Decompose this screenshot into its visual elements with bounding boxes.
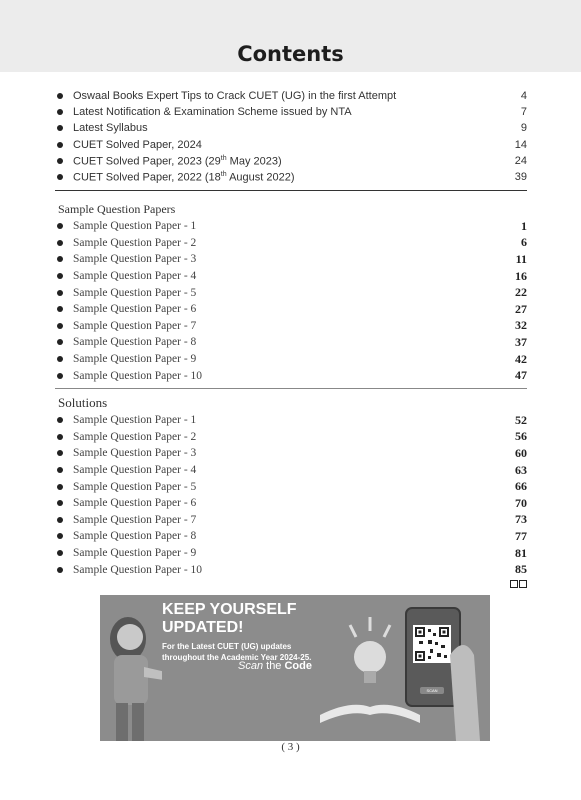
list-item[interactable] <box>55 334 527 351</box>
item-page: 60 <box>515 445 527 460</box>
list-item[interactable] <box>55 367 527 384</box>
banner-headline-line2: UPDATED! <box>162 619 244 636</box>
list-item[interactable] <box>55 528 527 545</box>
list-item[interactable] <box>55 561 527 578</box>
item-label <box>73 155 515 168</box>
list-item[interactable] <box>55 478 527 495</box>
item-label <box>73 171 515 184</box>
list-item[interactable] <box>55 429 527 446</box>
item-page: 32 <box>515 318 527 333</box>
item-label: Sample Question Paper - 5 <box>73 480 197 493</box>
item-page: 24 <box>514 154 527 167</box>
label-end: August 2022) <box>226 171 295 184</box>
label-end: May 2023) <box>226 155 282 168</box>
end-marks-icon <box>510 580 527 588</box>
bullet-icon <box>57 434 63 440</box>
intro-list <box>55 88 527 185</box>
divider <box>55 190 527 191</box>
bullet-icon <box>57 290 63 296</box>
banner-headline-line1: KEEP YOURSELF <box>162 601 297 618</box>
item-page: 9 <box>520 122 527 135</box>
item-label: Sample Question Paper - 7 <box>73 319 197 332</box>
item-label: Sample Question Paper - 2 <box>73 430 197 443</box>
divider <box>55 388 527 389</box>
item-label: Sample Question Paper - 1 <box>73 220 197 233</box>
bullet-icon <box>57 517 63 523</box>
section-title-solutions: Solutions <box>58 395 108 410</box>
list-item[interactable] <box>55 301 527 318</box>
item-label: Sample Question Paper - 5 <box>73 286 197 299</box>
scan-code-word: Code <box>284 660 312 672</box>
label-main: CUET Solved Paper, 2023 (29 <box>73 155 221 168</box>
bullet-icon <box>57 240 63 246</box>
banner-subtext: For the Latest CUET (UG) updates throughout the Academic Year 2024-25. <box>162 642 312 662</box>
list-item[interactable] <box>55 169 527 185</box>
item-page: 39 <box>514 171 527 184</box>
list-item[interactable] <box>55 120 527 136</box>
bullet-icon <box>57 158 63 164</box>
bullet-icon <box>57 373 63 379</box>
bullet-icon <box>57 142 63 148</box>
item-page: 11 <box>515 251 527 266</box>
item-page: 22 <box>515 285 527 300</box>
item-label: Sample Question Paper - 9 <box>73 547 197 560</box>
item-page: 37 <box>515 334 527 349</box>
list-item[interactable] <box>55 153 527 169</box>
scan-button[interactable]: SCAN <box>420 687 444 694</box>
bullet-icon <box>57 125 63 131</box>
bullet-icon <box>57 450 63 456</box>
label-main: CUET Solved Paper, 2022 (18 <box>73 171 221 184</box>
item-page: 6 <box>521 235 527 250</box>
item-label: Sample Question Paper - 8 <box>73 530 197 543</box>
bullet-icon <box>57 550 63 556</box>
qr-code-icon[interactable] <box>413 625 451 663</box>
item-page: 52 <box>515 412 527 427</box>
list-item[interactable] <box>55 88 527 104</box>
item-label: Latest Notification & Examination Scheme issued by NTA <box>73 106 352 119</box>
list-item[interactable] <box>55 218 527 235</box>
item-page: 16 <box>515 268 527 283</box>
list-item[interactable] <box>55 268 527 285</box>
bullet-icon <box>57 323 63 329</box>
item-label: Sample Question Paper - 10 <box>73 563 203 576</box>
scan-the-code-text <box>238 660 312 672</box>
bullet-icon <box>57 484 63 490</box>
hand-illustration-icon <box>450 595 490 741</box>
scan-mid: the <box>263 660 285 672</box>
list-item[interactable] <box>55 351 527 368</box>
item-label: Sample Question Paper - 4 <box>73 464 197 477</box>
section-title-sample-papers: Sample Question Papers <box>58 202 176 216</box>
item-label: Latest Syllabus <box>73 122 148 135</box>
item-page: 77 <box>515 528 527 543</box>
item-page: 63 <box>515 462 527 477</box>
list-item[interactable] <box>55 545 527 562</box>
girl-illustration-icon <box>100 595 162 741</box>
page-number: ( 3 ) <box>281 741 300 753</box>
item-label: Sample Question Paper - 1 <box>73 414 197 427</box>
bullet-icon <box>57 306 63 312</box>
bullet-icon <box>57 223 63 229</box>
item-label: Sample Question Paper - 3 <box>73 447 197 460</box>
item-label: Sample Question Paper - 6 <box>73 497 197 510</box>
item-label: Sample Question Paper - 2 <box>73 236 197 249</box>
item-page: 14 <box>514 138 527 151</box>
list-item[interactable] <box>55 445 527 462</box>
bullet-icon <box>57 273 63 279</box>
scan-word: Scan <box>238 660 264 672</box>
item-page: 42 <box>515 351 527 366</box>
item-page: 1 <box>521 218 527 233</box>
list-item[interactable] <box>55 137 527 153</box>
item-page: 66 <box>515 479 527 494</box>
item-page: 47 <box>515 368 527 383</box>
item-page: 4 <box>520 90 527 103</box>
bullet-icon <box>57 467 63 473</box>
list-item[interactable] <box>55 495 527 512</box>
bullet-icon <box>57 356 63 362</box>
bullet-icon <box>57 417 63 423</box>
bullet-icon <box>57 339 63 345</box>
item-page: 7 <box>520 106 527 119</box>
item-page: 56 <box>515 429 527 444</box>
list-item[interactable] <box>55 318 527 335</box>
list-item[interactable] <box>55 104 527 120</box>
item-label: Sample Question Paper - 9 <box>73 353 197 366</box>
item-label: Oswaal Books Expert Tips to Crack CUET (UG) in the first Attempt <box>73 90 397 103</box>
item-page: 27 <box>515 301 527 316</box>
item-page: 81 <box>515 545 527 560</box>
label-superscript: th <box>220 154 227 162</box>
page-title: Contents <box>237 42 344 66</box>
bullet-icon <box>57 174 63 180</box>
item-page: 73 <box>515 512 527 527</box>
item-label: Sample Question Paper - 10 <box>73 369 203 382</box>
square-icon <box>510 580 518 588</box>
bullet-icon <box>57 256 63 262</box>
label-superscript: th <box>220 170 227 178</box>
bullet-icon <box>57 500 63 506</box>
item-label: Sample Question Paper - 3 <box>73 253 197 266</box>
item-label: Sample Question Paper - 8 <box>73 336 197 349</box>
item-label: CUET Solved Paper, 2024 <box>73 138 202 151</box>
square-icon <box>519 580 527 588</box>
solutions-list <box>55 412 527 578</box>
bullet-icon <box>57 93 63 99</box>
bullet-icon <box>57 567 63 573</box>
promo-banner[interactable] <box>100 595 490 741</box>
banner-headline <box>162 601 297 637</box>
list-item[interactable] <box>55 251 527 268</box>
item-label: Sample Question Paper - 6 <box>73 303 197 316</box>
list-item[interactable] <box>55 235 527 252</box>
item-label: Sample Question Paper - 4 <box>73 270 197 283</box>
list-item[interactable] <box>55 284 527 301</box>
qr-pattern-icon <box>413 625 451 663</box>
list-item[interactable] <box>55 512 527 529</box>
item-label: Sample Question Paper - 7 <box>73 513 197 526</box>
list-item[interactable] <box>55 412 527 429</box>
sample-papers-list <box>55 218 527 384</box>
item-page: 85 <box>515 562 527 577</box>
item-page: 70 <box>515 495 527 510</box>
bullet-icon <box>57 533 63 539</box>
list-item[interactable] <box>55 462 527 479</box>
bullet-icon <box>57 109 63 115</box>
